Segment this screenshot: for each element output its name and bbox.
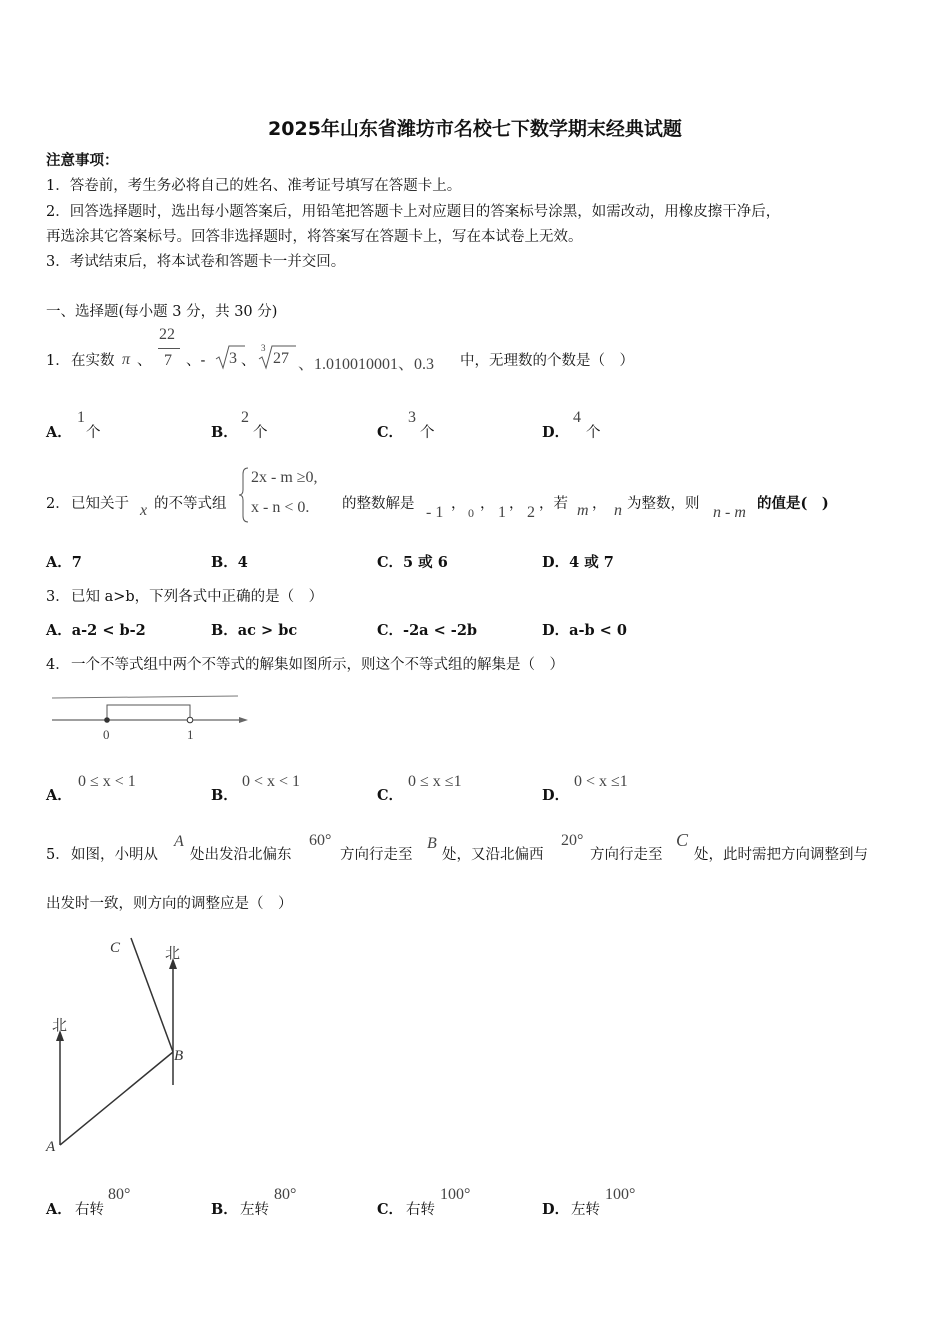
q5-text-1: 如图，小明从	[71, 847, 158, 863]
q1-option-b-label: B．	[211, 424, 238, 441]
q2-comma-1: ，	[451, 496, 466, 512]
section-heading: 一、选择题(每小题 3 分，共 30 分)	[46, 304, 278, 320]
q5-figure-label-c: C	[110, 940, 121, 956]
q5-degree-1: 60°	[309, 832, 332, 849]
q2-option-d: D．4 或 7	[542, 554, 614, 571]
q2-int-text: 为整数，则	[627, 496, 700, 512]
q2-expression: n - m	[713, 504, 746, 521]
q5-text-3: 方向行走至	[340, 847, 413, 863]
q1-option-c-value: 3	[408, 409, 416, 426]
q4-label-0: 0	[103, 727, 110, 742]
q3-option-a: A．a-2 < b-2	[46, 622, 146, 639]
notice-item-2: 2．回答选择题时，选出每小题答案后，用铅笔把答题卡上对应题目的答案标号涂黑，如需改动，用橡皮擦干净后，	[46, 204, 781, 220]
q5-point-c: C	[676, 830, 689, 850]
q4-option-b-value: 0 < x < 1	[242, 773, 301, 790]
q2-solution-text: 的整数解是	[342, 496, 415, 512]
q5-text-4: 处，又沿北偏西	[442, 847, 544, 863]
q5-point-a: A	[174, 833, 184, 850]
q5-option-a-degree: 80°	[108, 1186, 131, 1203]
q4-option-c-label: C．	[377, 787, 404, 804]
q2-option-a: A．7	[46, 554, 82, 571]
q5-option-d-text: 左转	[571, 1202, 600, 1218]
notice-item-2-cont: 再选涂其它答案标号。回答非选择题时，将答案写在答题卡上，写在本试卷上无效。	[46, 229, 583, 245]
q5-north-label-b: 北	[165, 946, 181, 962]
q2-system-line2: x - n < 0.	[251, 499, 310, 516]
q4-text: 一个不等式组中两个不等式的解集如图所示，则这个不等式组的解集是（ ）	[71, 657, 564, 673]
q4-number-line-figure	[48, 690, 253, 746]
q4-closed-point	[104, 717, 110, 723]
q3-number: 3．	[46, 589, 70, 605]
q5-segment-ab	[60, 1052, 173, 1145]
q2-end-text: 的值是( )	[757, 495, 829, 512]
page-title: 2025年山东省潍坊市名校七下数学期末经典试题	[268, 118, 682, 140]
q4-option-a-label: A．	[46, 787, 72, 804]
q4-option-a-value: 0 ≤ x < 1	[78, 773, 136, 790]
notice-item-3: 3．考试结束后，将本试卷和答题卡一并交回。	[46, 254, 346, 270]
q1-sep3: 、	[241, 353, 256, 369]
q5-option-a-label: A．	[46, 1201, 72, 1218]
q2-solution-3: 1	[498, 504, 506, 521]
q1-rest-numbers: 、1.010010001、0.3	[298, 356, 435, 373]
q1-option-d-unit: 个	[586, 425, 601, 441]
q5-text-line2: 出发时一致，则方向的调整应是（ ）	[46, 896, 293, 912]
q2-if-text: ，若	[539, 496, 568, 512]
q2-number: 2．	[46, 496, 70, 512]
q2-option-c: C．5 或 6	[377, 554, 448, 571]
q2-solution-2: 0	[468, 506, 474, 520]
q1-option-c-unit: 个	[420, 425, 435, 441]
q1-cbrt-index: 3	[261, 343, 266, 353]
q5-option-b-degree: 80°	[274, 1186, 297, 1203]
q1-option-c-label: C．	[377, 424, 404, 441]
q1-option-b-unit: 个	[253, 425, 268, 441]
q5-degree-2: 20°	[561, 832, 584, 849]
q2-comma-3: ，	[509, 496, 524, 512]
q1-suffix: 中，无理数的个数是（ ）	[460, 353, 634, 369]
q1-option-a-value: 1	[77, 409, 85, 426]
q3-text: 已知 a>b，下列各式中正确的是（ ）	[71, 589, 324, 605]
q4-option-d-label: D．	[542, 787, 570, 804]
q4-solution-bracket	[107, 705, 190, 720]
q3-option-d: D．a-b < 0	[542, 622, 627, 639]
q4-open-point	[187, 717, 193, 723]
q5-point-b: B	[427, 835, 437, 852]
q5-option-d-label: D．	[542, 1201, 570, 1218]
q5-text-2: 处出发沿北偏东	[190, 847, 292, 863]
q1-prefix: 在实数	[71, 353, 115, 369]
q4-option-b-label: B．	[211, 787, 238, 804]
q1-frac-denominator: 7	[164, 352, 172, 369]
q4-solution-set-line	[52, 696, 238, 698]
q1-cbrt-value: 27	[273, 350, 289, 367]
q5-option-d-degree: 100°	[605, 1186, 636, 1203]
q1-sep2: 、-	[186, 353, 206, 369]
q4-label-1: 1	[187, 727, 194, 742]
q2-option-b: B．4	[211, 554, 248, 571]
q5-figure-label-a: A	[46, 1139, 56, 1155]
q4-option-c-value: 0 ≤ x ≤1	[408, 773, 462, 790]
q2-comma-2: ，	[480, 496, 495, 512]
q2-system-brace	[238, 466, 250, 524]
q4-option-d-value: 0 < x ≤1	[574, 773, 628, 790]
q3-option-b: B．ac > bc	[211, 622, 298, 639]
q2-var-m: m	[577, 502, 589, 519]
q2-mid-text: 的不等式组	[154, 496, 227, 512]
q1-frac-numerator: 22	[159, 326, 175, 343]
q5-text-5: 方向行走至	[590, 847, 663, 863]
q5-text-6: 处，此时需把方向调整到与	[694, 847, 868, 863]
q1-sqrt3-value: 3	[229, 350, 237, 367]
q2-var-x: x	[140, 502, 148, 519]
q4-axis-arrow	[239, 717, 248, 723]
q1-sep1: 、	[137, 353, 152, 369]
q2-solution-1: - 1	[426, 504, 444, 521]
q5-direction-figure	[40, 930, 210, 1162]
q5-north-label-a: 北	[52, 1018, 68, 1034]
q2-solution-4: 2	[527, 504, 535, 521]
q1-frac-bar	[158, 348, 180, 349]
notice-heading: 注意事项：	[46, 152, 119, 169]
q2-var-n: n	[614, 502, 622, 519]
q5-number: 5．	[46, 847, 70, 863]
q1-option-a-unit: 个	[86, 425, 101, 441]
q1-option-d-label: D．	[542, 424, 570, 441]
q2-system-line1: 2x - m ≥0,	[251, 469, 318, 486]
q5-option-c-label: C．	[377, 1201, 404, 1218]
notice-item-1: 1．答卷前，考生务必将自己的姓名、准考证号填写在答题卡上。	[46, 178, 462, 194]
q5-option-a-text: 右转	[75, 1202, 104, 1218]
q4-number: 4．	[46, 657, 70, 673]
q5-option-c-text: 右转	[406, 1202, 435, 1218]
q1-option-d-value: 4	[573, 409, 581, 426]
q1-option-a-label: A．	[46, 424, 72, 441]
q5-figure-label-b: B	[174, 1048, 184, 1064]
q1-option-b-value: 2	[241, 409, 249, 426]
q3-option-c: C．-2a < -2b	[377, 622, 478, 639]
q1-pi: π	[122, 351, 131, 368]
q5-option-b-label: B．	[211, 1201, 238, 1218]
q5-option-b-text: 左转	[240, 1202, 269, 1218]
q5-option-c-degree: 100°	[440, 1186, 471, 1203]
q1-number: 1．	[46, 353, 70, 369]
q2-prefix: 已知关于	[71, 496, 129, 512]
q2-comma-4: ，	[592, 496, 607, 512]
